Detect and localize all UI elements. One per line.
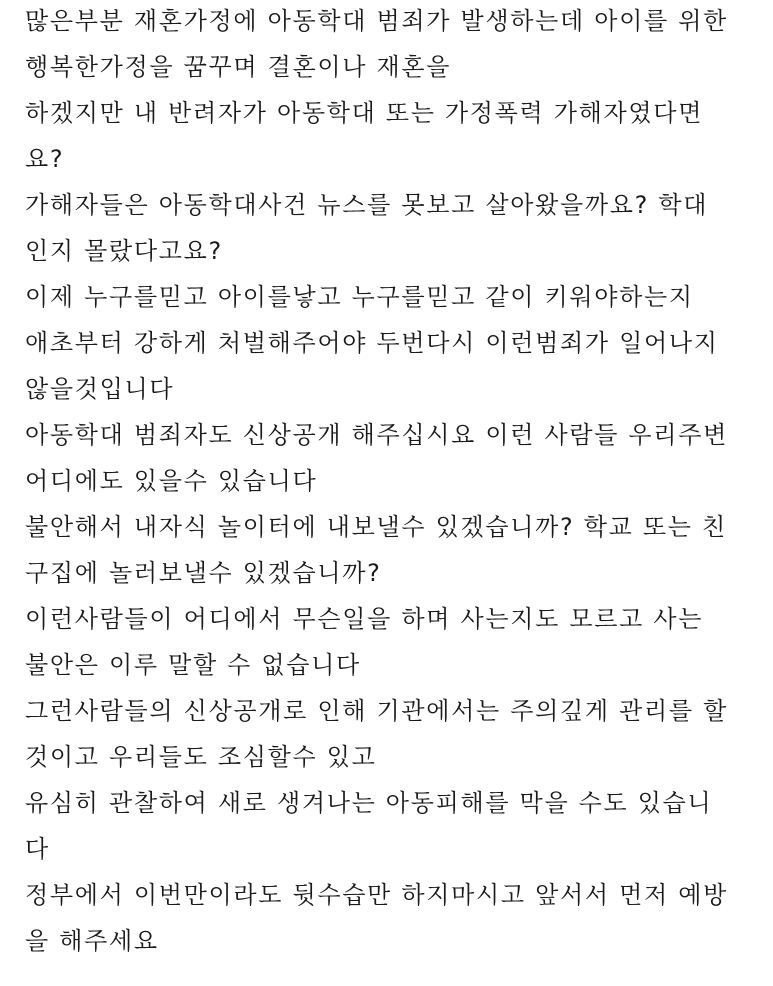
text-line: 아동학대 범죄자도 신상공개 해주십시요 이런 사람들 우리주변 [25,421,728,449]
text-line: 요? [25,145,65,173]
text-line: 이제 누구를믿고 아이를낳고 누구를믿고 같이 키워야하는지 [25,283,694,311]
text-line: 애초부터 강하게 처벌해주어야 두번다시 이런범죄가 일어나지 [25,329,719,357]
text-line: 어디에도 있을수 있습니다 [25,467,318,495]
text-line: 불안은 이루 말할 수 없습니다 [25,651,361,679]
text-line: 그런사람들의 신상공개로 인해 기관에서는 주의깊게 관리를 할 [25,697,728,725]
text-line: 유심히 관찰하여 새로 생겨나는 아동피해를 막을 수도 있습니 [25,789,713,817]
text-line: 인지 몰랐다고요? [25,237,223,265]
text-line: 을 해주세요 [25,927,159,955]
text-line: 많은부분 재혼가정에 아동학대 범죄가 발생하는데 아이를 위한 [25,7,728,35]
text-line: 다 [25,835,50,863]
text-line: 하겠지만 내 반려자가 아동학대 또는 가정폭력 가해자였다면 [25,99,704,127]
text-line: 것이고 우리들도 조심할수 있고 [25,743,377,771]
text-line: 구집에 놀러보낼수 있겠습니까? [25,559,382,587]
text-line: 불안해서 내자식 놀이터에 내보낼수 있겠습니까? 학교 또는 친 [25,513,727,541]
text-line: 행복한가정을 꿈꾸며 결혼이나 재혼을 [25,53,452,81]
text-line: 가해자들은 아동학대사건 뉴스를 못보고 살아왔을까요? 학대 [25,191,709,219]
text-line: 않을것입니다 [25,375,175,403]
text-line: 정부에서 이번만이라도 뒷수습만 하지마시고 앞서서 먼저 예방 [25,881,728,909]
text-line: 이런사람들이 어디에서 무슨일을 하며 사는지도 모르고 사는 [25,605,704,633]
